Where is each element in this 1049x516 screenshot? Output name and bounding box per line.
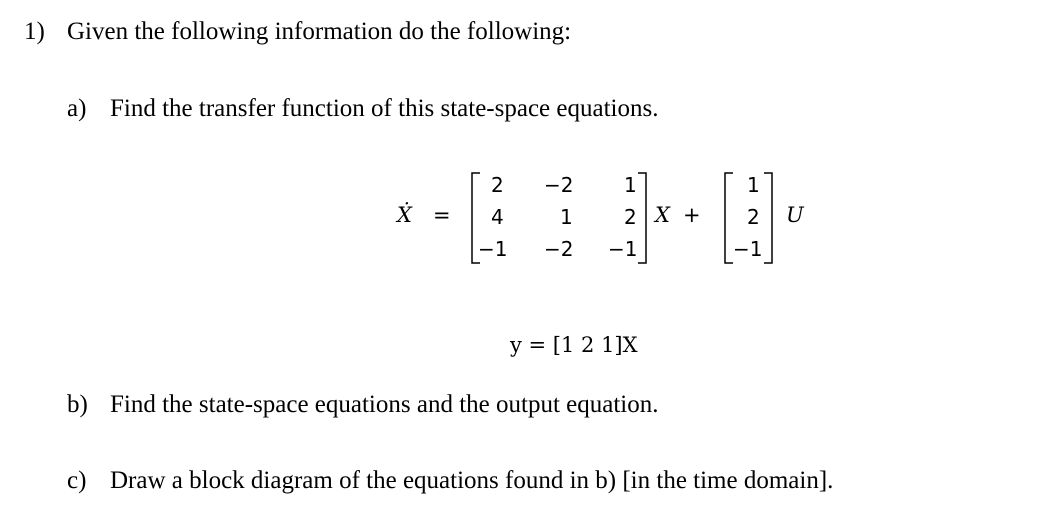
part-b-text: Find the state-space equations and the output equation.	[110, 391, 659, 418]
b-matrix-right-bracket	[762, 172, 774, 264]
output-equation: y = [1 2 1]X	[510, 333, 638, 357]
a-matrix-cell: −2	[544, 173, 574, 197]
b-matrix-cell: 2	[747, 205, 760, 229]
part-c-text: Draw a block diagram of the equations found in b) [in the time domain].	[110, 467, 834, 494]
a-matrix-cell: 1	[560, 205, 573, 229]
a-matrix-right-bracket	[636, 172, 648, 264]
a-matrix-cell: −1	[608, 237, 638, 261]
plus-sign: +	[683, 203, 701, 227]
part-b-label: b)	[67, 391, 88, 418]
x-dot-symbol: Ẋ	[397, 203, 412, 227]
a-matrix-cell: 2	[491, 173, 504, 197]
part-a-text: Find the transfer function of this state-space equations.	[110, 95, 659, 122]
a-matrix-cell: 4	[491, 205, 504, 229]
b-matrix-cell: 1	[747, 173, 760, 197]
a-matrix-cell: −2	[544, 237, 574, 261]
a-matrix-cell: −1	[478, 237, 508, 261]
a-matrix-cell: 2	[624, 205, 637, 229]
equals-sign: =	[433, 203, 451, 227]
part-c-label: c)	[67, 467, 87, 494]
b-matrix-cell: −1	[733, 237, 763, 261]
part-a-label: a)	[67, 95, 87, 122]
a-matrix-cell: 1	[624, 173, 637, 197]
state-variable: X	[655, 203, 670, 227]
question-prompt: Given the following information do the following:	[67, 18, 572, 45]
input-variable: U	[786, 203, 804, 227]
question-number: 1)	[24, 18, 45, 45]
